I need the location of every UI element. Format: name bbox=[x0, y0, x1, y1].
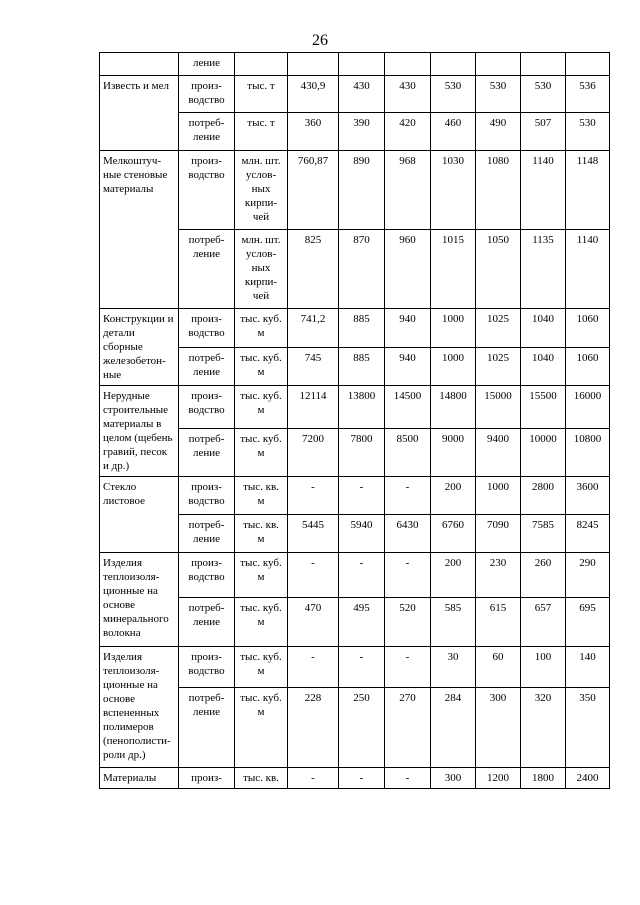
unit-cell: тыс. кв. bbox=[235, 768, 288, 789]
value-cell: 470 bbox=[288, 598, 339, 647]
value-cell: - bbox=[288, 768, 339, 789]
value-cell: 9000 bbox=[431, 429, 476, 477]
value-cell: - bbox=[385, 647, 431, 688]
table-row bbox=[100, 386, 610, 429]
value-cell: 1135 bbox=[521, 230, 566, 309]
value-cell: 1200 bbox=[476, 768, 521, 789]
value-cell: 10000 bbox=[521, 429, 566, 477]
value-cell: 6760 bbox=[431, 515, 476, 553]
value-cell bbox=[566, 53, 610, 76]
value-cell: 60 bbox=[476, 647, 521, 688]
unit-cell: тыс. куб. м bbox=[235, 553, 288, 598]
material-name-cell: Известь и мел bbox=[100, 76, 179, 151]
value-cell: 10800 bbox=[566, 429, 610, 477]
value-cell: 870 bbox=[339, 230, 385, 309]
indicator-cell: произ- водство bbox=[179, 151, 235, 230]
value-cell: 3600 bbox=[566, 477, 610, 515]
value-cell: 430,9 bbox=[288, 76, 339, 113]
indicator-cell: произ- водство bbox=[179, 553, 235, 598]
value-cell: 12114 bbox=[288, 386, 339, 429]
value-cell: 825 bbox=[288, 230, 339, 309]
value-cell: 7800 bbox=[339, 429, 385, 477]
value-cell: 1040 bbox=[521, 347, 566, 386]
value-cell: 140 bbox=[566, 647, 610, 688]
value-cell: 745 bbox=[288, 347, 339, 386]
value-cell: 520 bbox=[385, 598, 431, 647]
material-name-cell: Материалы bbox=[100, 768, 179, 789]
value-cell: 230 bbox=[476, 553, 521, 598]
value-cell: 940 bbox=[385, 309, 431, 348]
material-name-cell: Конструкции и детали сборные железобетон- ные bbox=[100, 309, 179, 386]
unit-cell: тыс. т bbox=[235, 76, 288, 113]
table-row bbox=[100, 53, 610, 76]
value-cell: 14500 bbox=[385, 386, 431, 429]
value-cell: 1030 bbox=[431, 151, 476, 230]
unit-cell: тыс. т bbox=[235, 113, 288, 151]
value-cell: 495 bbox=[339, 598, 385, 647]
indicator-cell: произ- водство bbox=[179, 477, 235, 515]
value-cell: 1800 bbox=[521, 768, 566, 789]
value-cell: 7200 bbox=[288, 429, 339, 477]
value-cell: - bbox=[385, 553, 431, 598]
value-cell: 8500 bbox=[385, 429, 431, 477]
unit-cell: тыс. куб. м bbox=[235, 309, 288, 348]
indicator-cell: потреб- ление bbox=[179, 429, 235, 477]
value-cell: 16000 bbox=[566, 386, 610, 429]
value-cell bbox=[288, 53, 339, 76]
value-cell: 1000 bbox=[431, 347, 476, 386]
table-row bbox=[100, 553, 610, 598]
value-cell: 200 bbox=[431, 477, 476, 515]
value-cell: 100 bbox=[521, 647, 566, 688]
value-cell: 1050 bbox=[476, 230, 521, 309]
value-cell: - bbox=[339, 553, 385, 598]
value-cell: 1015 bbox=[431, 230, 476, 309]
value-cell: 1080 bbox=[476, 151, 521, 230]
value-cell: 536 bbox=[566, 76, 610, 113]
unit-cell: тыс. кв. м bbox=[235, 515, 288, 553]
value-cell bbox=[521, 53, 566, 76]
value-cell: 15500 bbox=[521, 386, 566, 429]
material-name-cell: Изделия теплоизоля- ционные на основе минерального волокна bbox=[100, 553, 179, 647]
value-cell: - bbox=[339, 647, 385, 688]
value-cell: - bbox=[339, 477, 385, 515]
value-cell: 530 bbox=[521, 76, 566, 113]
value-cell: 14800 bbox=[431, 386, 476, 429]
table-row bbox=[100, 76, 610, 113]
value-cell: 7090 bbox=[476, 515, 521, 553]
table-row bbox=[100, 768, 610, 789]
indicator-cell: потреб- ление bbox=[179, 515, 235, 553]
unit-cell: тыс. куб. м bbox=[235, 386, 288, 429]
value-cell: 5940 bbox=[339, 515, 385, 553]
value-cell: 30 bbox=[431, 647, 476, 688]
value-cell: 1060 bbox=[566, 347, 610, 386]
indicator-cell: потреб- ление bbox=[179, 598, 235, 647]
value-cell: 228 bbox=[288, 688, 339, 768]
value-cell: 420 bbox=[385, 113, 431, 151]
indicator-cell: ление bbox=[179, 53, 235, 76]
value-cell bbox=[339, 53, 385, 76]
material-name-cell: Изделия теплоизоля- ционные на основе вспененных полимеров (пенополисти- роли др.) bbox=[100, 647, 179, 768]
value-cell: 300 bbox=[476, 688, 521, 768]
indicator-cell: произ- bbox=[179, 768, 235, 789]
value-cell: 5445 bbox=[288, 515, 339, 553]
value-cell: 430 bbox=[385, 76, 431, 113]
value-cell: 885 bbox=[339, 309, 385, 348]
value-cell: 1000 bbox=[431, 309, 476, 348]
indicator-cell: потреб- ление bbox=[179, 347, 235, 386]
value-cell: 9400 bbox=[476, 429, 521, 477]
unit-cell bbox=[235, 53, 288, 76]
indicator-cell: произ- водство bbox=[179, 386, 235, 429]
indicator-cell: потреб- ление bbox=[179, 688, 235, 768]
value-cell: 657 bbox=[521, 598, 566, 647]
indicator-cell: потреб- ление bbox=[179, 230, 235, 309]
indicator-cell: произ- водство bbox=[179, 647, 235, 688]
value-cell: 7585 bbox=[521, 515, 566, 553]
unit-cell: млн. шт. услов- ных кирпи- чей bbox=[235, 151, 288, 230]
value-cell: 2400 bbox=[566, 768, 610, 789]
unit-cell: тыс. куб. м bbox=[235, 688, 288, 768]
value-cell: 290 bbox=[566, 553, 610, 598]
value-cell: 15000 bbox=[476, 386, 521, 429]
value-cell: 270 bbox=[385, 688, 431, 768]
value-cell: 6430 bbox=[385, 515, 431, 553]
value-cell: 760,87 bbox=[288, 151, 339, 230]
value-cell: 1140 bbox=[521, 151, 566, 230]
value-cell: 300 bbox=[431, 768, 476, 789]
table-row bbox=[100, 151, 610, 230]
unit-cell: тыс. куб. м bbox=[235, 647, 288, 688]
value-cell: 1025 bbox=[476, 309, 521, 348]
value-cell: - bbox=[385, 477, 431, 515]
page-number: 26 bbox=[312, 32, 328, 49]
value-cell: 960 bbox=[385, 230, 431, 309]
value-cell bbox=[385, 53, 431, 76]
unit-cell: млн. шт. услов- ных кирпи- чей bbox=[235, 230, 288, 309]
value-cell bbox=[476, 53, 521, 76]
value-cell: 1140 bbox=[566, 230, 610, 309]
value-cell: - bbox=[385, 768, 431, 789]
value-cell: 2800 bbox=[521, 477, 566, 515]
indicator-cell: потреб- ление bbox=[179, 113, 235, 151]
indicator-cell: произ- водство bbox=[179, 76, 235, 113]
value-cell: 741,2 bbox=[288, 309, 339, 348]
value-cell: - bbox=[339, 768, 385, 789]
material-name-cell: Стекло листовое bbox=[100, 477, 179, 553]
material-name-cell bbox=[100, 53, 179, 76]
unit-cell: тыс. куб. м bbox=[235, 347, 288, 386]
value-cell: 1040 bbox=[521, 309, 566, 348]
value-cell: 350 bbox=[566, 688, 610, 768]
value-cell: 507 bbox=[521, 113, 566, 151]
indicator-cell: произ- водство bbox=[179, 309, 235, 348]
material-name-cell: Мелкоштуч- ные стеновые материалы bbox=[100, 151, 179, 309]
value-cell: 1060 bbox=[566, 309, 610, 348]
value-cell: 200 bbox=[431, 553, 476, 598]
value-cell: 1148 bbox=[566, 151, 610, 230]
value-cell: 1000 bbox=[476, 477, 521, 515]
value-cell: 250 bbox=[339, 688, 385, 768]
value-cell: 430 bbox=[339, 76, 385, 113]
value-cell: 284 bbox=[431, 688, 476, 768]
unit-cell: тыс. кв. м bbox=[235, 477, 288, 515]
value-cell: 530 bbox=[566, 113, 610, 151]
value-cell: 390 bbox=[339, 113, 385, 151]
table-row bbox=[100, 309, 610, 348]
table-row bbox=[100, 647, 610, 688]
value-cell: 360 bbox=[288, 113, 339, 151]
value-cell: 8245 bbox=[566, 515, 610, 553]
value-cell: 490 bbox=[476, 113, 521, 151]
value-cell: 585 bbox=[431, 598, 476, 647]
value-cell: - bbox=[288, 477, 339, 515]
value-cell: 615 bbox=[476, 598, 521, 647]
value-cell: 530 bbox=[431, 76, 476, 113]
value-cell: 320 bbox=[521, 688, 566, 768]
value-cell: 940 bbox=[385, 347, 431, 386]
value-cell: - bbox=[288, 553, 339, 598]
value-cell: 13800 bbox=[339, 386, 385, 429]
value-cell: 890 bbox=[339, 151, 385, 230]
value-cell: 885 bbox=[339, 347, 385, 386]
materials-table bbox=[99, 52, 610, 789]
value-cell: 695 bbox=[566, 598, 610, 647]
value-cell: 460 bbox=[431, 113, 476, 151]
value-cell bbox=[431, 53, 476, 76]
value-cell: 530 bbox=[476, 76, 521, 113]
value-cell: 1025 bbox=[476, 347, 521, 386]
unit-cell: тыс. куб. м bbox=[235, 598, 288, 647]
value-cell: 968 bbox=[385, 151, 431, 230]
unit-cell: тыс. куб. м bbox=[235, 429, 288, 477]
material-name-cell: Нерудные строительные материалы в целом (щебень гравий, песок и др.) bbox=[100, 386, 179, 477]
value-cell: 260 bbox=[521, 553, 566, 598]
value-cell: - bbox=[288, 647, 339, 688]
table-row bbox=[100, 477, 610, 515]
